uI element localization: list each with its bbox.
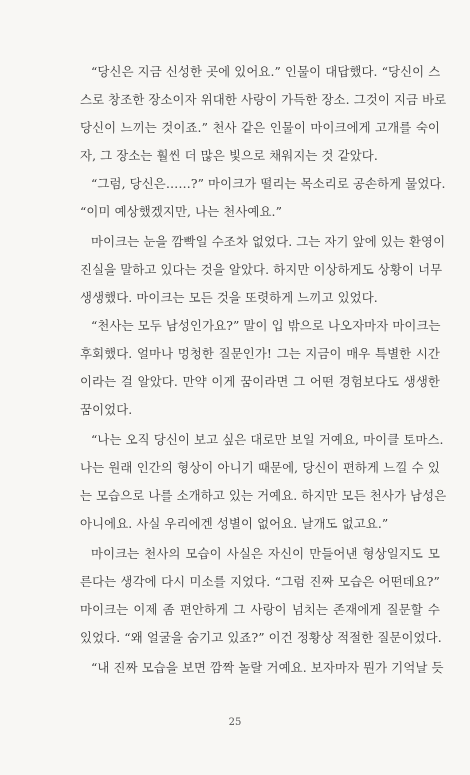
text-line: 마이크는 천사의 모습이 사실은 자신이 만들어낸 형상일지도 모	[91, 546, 440, 561]
text-line: 이라는 걸 알았다. 만약 이게 꿈이라면 그 어떤 경험보다도 생생한	[80, 374, 440, 389]
page-number: 25	[228, 717, 242, 728]
text-line: “이미 예상했겠지만, 나는 천사예요.”	[80, 204, 283, 219]
text-line: 당신이 느끼는 것이죠.” 천사 같은 인물이 마이크에게 고개를 숙이	[80, 120, 440, 135]
text-line: “내 진짜 모습을 보면 깜짝 놀랄 거예요. 보자마자 뭔가 기억날 듯	[91, 660, 444, 675]
text-line: “천사는 모두 남성인가요?” 말이 입 밖으로 나오자마자 마이크는	[91, 318, 441, 333]
text-line: 마이크는 눈을 깜빡일 수조차 없었다. 그는 자기 앞에 있는 환영이	[91, 234, 446, 249]
text-line: 아니에요. 사실 우리에겐 성별이 없어요. 날개도 없고요.”	[80, 516, 389, 531]
text-line: 스로 창조한 장소이자 위대한 사랑이 가득한 장소. 그것이 지금 바로	[80, 92, 447, 107]
text-line: 진실을 말하고 있다는 것을 알았다. 하지만 이상하게도 상황이 너무	[80, 262, 443, 277]
text-line: 른다는 생각에 다시 미소를 지었다. “그럼 진짜 모습은 어떤데요?”	[80, 574, 440, 589]
text-line: 자, 그 장소는 훨씬 더 많은 빛으로 채워지는 것 같았다.	[80, 148, 378, 163]
text-line: “당신은 지금 신성한 곳에 있어요.” 인물이 대답했다. “당신이 스	[91, 64, 441, 79]
text-line: 있었다. “왜 얼굴을 숨기고 있죠?” 이건 정황상 적절한 질문이었다.	[80, 630, 442, 645]
text-line: 마이크는 이제 좀 편안하게 그 사랑이 넘치는 존재에게 질문할 수	[80, 602, 440, 617]
text-line: 후회했다. 얼마나 멍청한 질문인가! 그는 지금이 매우 특별한 시간	[80, 346, 440, 361]
text-line: 는 모습으로 나를 소개하고 있는 거예요. 하지만 모든 천사가 남성은	[80, 488, 447, 503]
text-line: “그럼, 당신은……?” 마이크가 떨리는 목소리로 공손하게 물었다.	[91, 176, 446, 191]
text-line: “나는 오직 당신이 보고 싶은 대로만 보일 거예요, 마이클 토마스.	[91, 432, 444, 447]
text-line: 나는 원래 인간의 형상이 아니기 때문에, 당신이 편하게 느낄 수 있	[80, 460, 440, 475]
text-line: 생생했다. 마이크는 모든 것을 또렷하게 느끼고 있었다.	[80, 290, 378, 305]
text-line: 꿈이었다.	[80, 402, 133, 417]
